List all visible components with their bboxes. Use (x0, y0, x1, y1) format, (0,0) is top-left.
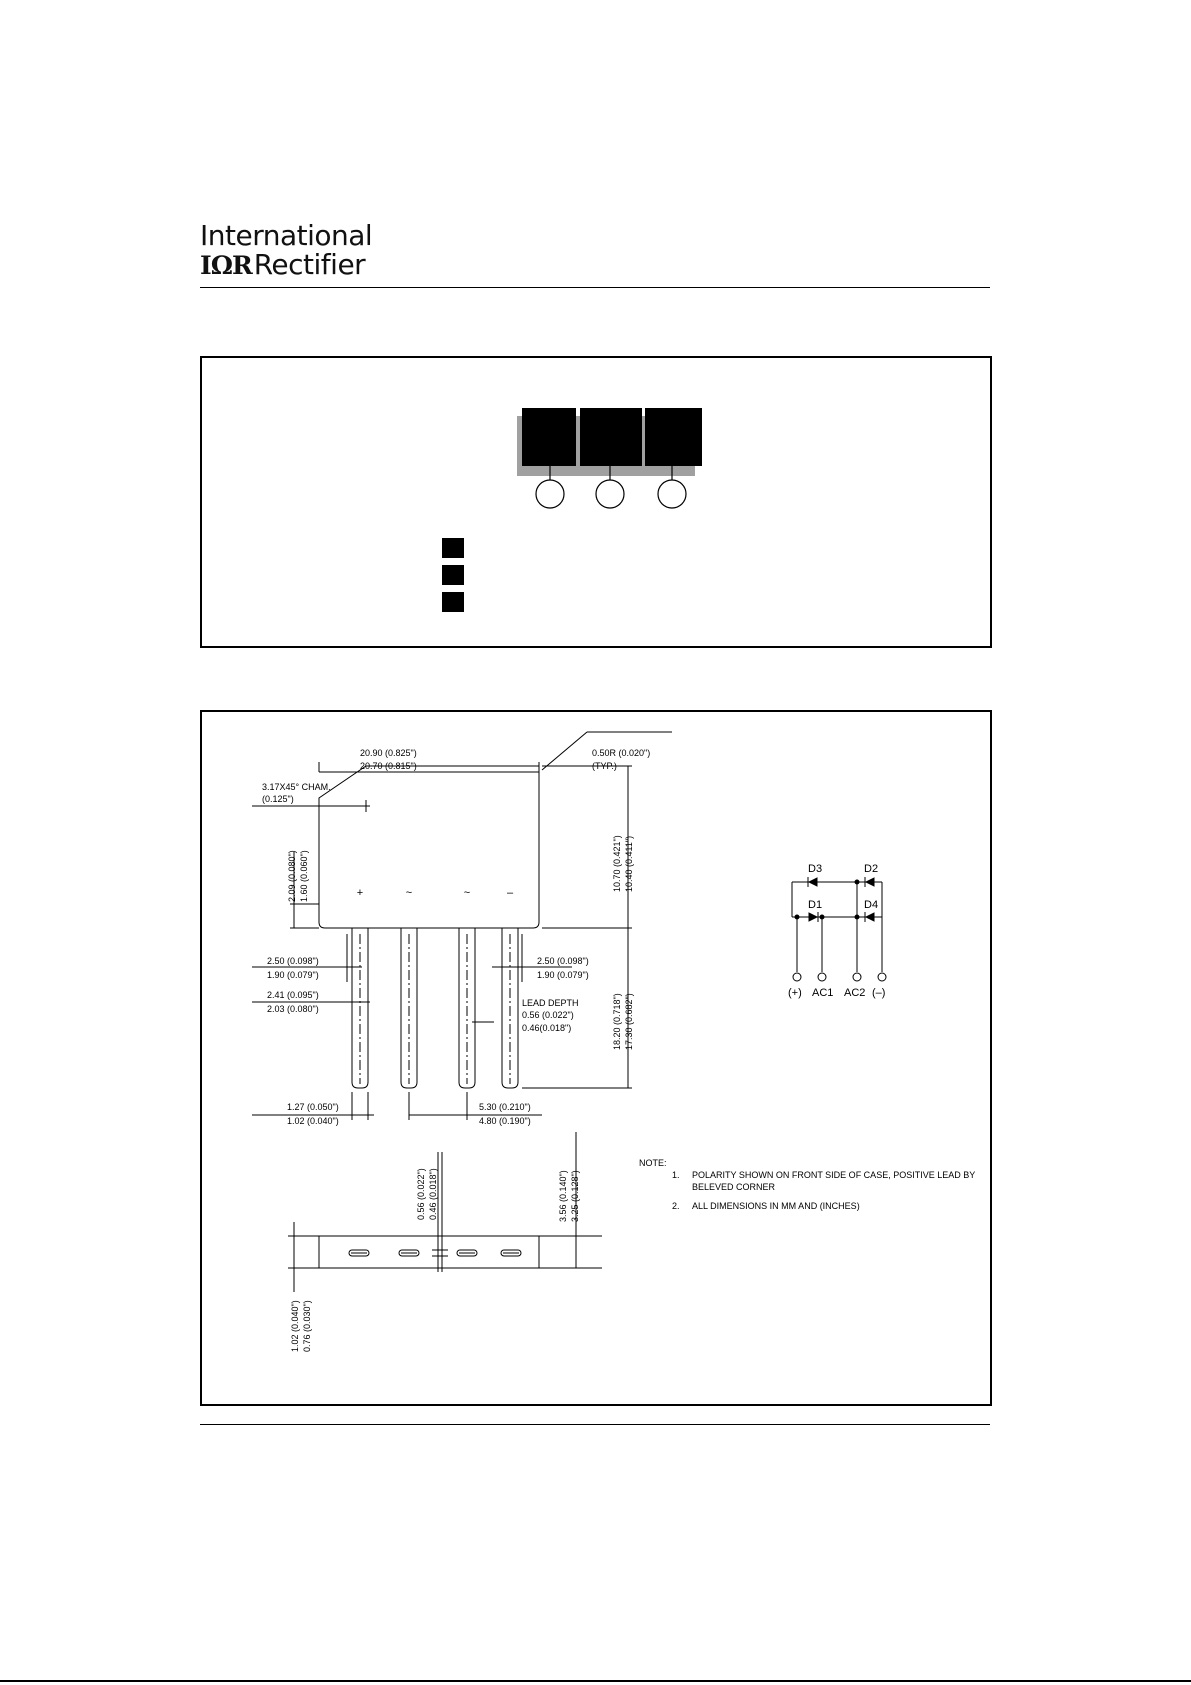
outline-drawing-panel (200, 710, 992, 1406)
label-d4: D4 (864, 899, 879, 911)
dim-pitch-min: 4.80 (0.190") (479, 1116, 531, 1126)
dim-lead-depth-label: LEAD DEPTH (522, 998, 579, 1008)
dim-lead-length-min: 17.30 (0.682") (624, 993, 634, 1050)
label-d2: D2 (864, 863, 879, 875)
page-bottom-edge (0, 1680, 1191, 1682)
bridge-circuit-schematic (788, 863, 886, 999)
dim-body-height-min: 10.40 (0.411") (624, 835, 634, 892)
dim-bottom-lead-max: 0.56 (0.022") (416, 1168, 426, 1220)
pin-ac2: AC2 (844, 987, 866, 999)
dim-lead-depth-min: 0.46(0.018") (522, 1023, 572, 1033)
legend-box-1 (442, 538, 464, 558)
marking-block-3 (645, 408, 702, 466)
dim-bottom-offset-max: 1.02 (0.040") (290, 1300, 300, 1352)
pin-plus: (+) (788, 987, 802, 999)
note-2-number: 2. (672, 1201, 680, 1211)
header-divider (200, 287, 990, 288)
dim-marking-height-min: 1.60 (0.060") (299, 850, 309, 902)
diode-d4 (866, 913, 874, 921)
logo-rectifier: Rectifier (253, 248, 366, 281)
dim-bottom-height-max: 3.56 (0.140") (558, 1170, 568, 1222)
marking-block-1 (522, 408, 576, 466)
part-marking-figure (202, 358, 994, 650)
dim-bottom-offset-min: 0.76 (0.030") (302, 1300, 312, 1352)
dim-radius: 0.50R (0.020") (592, 748, 651, 758)
bottom-view-leads (349, 1250, 521, 1256)
dim-lead-length-max: 18.20 (0.718") (612, 993, 622, 1050)
marking-block-2 (580, 408, 642, 466)
legend-box-3 (442, 592, 464, 612)
note-2-text: ALL DIMENSIONS IN MM AND (INCHES) (692, 1201, 860, 1211)
dim-lead-depth-max: 0.56 (0.022") (522, 1010, 574, 1020)
dim-lead-thick-max: 1.27 (0.050") (287, 1102, 339, 1112)
diode-d3 (809, 878, 817, 886)
company-logo (200, 219, 373, 281)
dim-chamfer-in: (0.125") (262, 794, 294, 804)
callout-circle-1 (536, 480, 564, 508)
dim-lead-offset-left-min: 1.90 (0.079") (267, 970, 319, 980)
package-body-outline (319, 766, 539, 928)
polarity-plus: + (356, 887, 364, 899)
notes-heading: NOTE: (639, 1158, 667, 1168)
note-1-line2: BELEVED CORNER (692, 1182, 776, 1192)
dim-marking-height-max: 2.09 (0.080") (287, 850, 297, 902)
dim-bottom-lead-min: 0.46 (0.018") (428, 1168, 438, 1220)
pin-ac1: AC1 (812, 987, 834, 999)
polarity-minus: – (506, 887, 514, 899)
dim-lead-width-min: 2.03 (0.080") (267, 1004, 319, 1014)
lead-4 (502, 928, 518, 1088)
dim-lead-offset-left-max: 2.50 (0.098") (267, 956, 319, 966)
logo-international: International (200, 219, 373, 252)
diode-d1 (809, 913, 817, 921)
dim-lead-thick-min: 1.02 (0.040") (287, 1116, 339, 1126)
dim-pitch-max: 5.30 (0.210") (479, 1102, 531, 1112)
polarity-ac1: ~ (405, 887, 413, 899)
package-outline-drawing (202, 712, 994, 1408)
callout-circle-3 (658, 480, 686, 508)
logo-ior-mark: IΩR (200, 251, 252, 280)
dim-width-min: 20.70 (0.815") (360, 761, 417, 771)
dim-width-max: 20.90 (0.825") (360, 748, 417, 758)
dim-bottom-height-min: 3.25 (0.128") (570, 1170, 580, 1222)
note-1-line1: POLARITY SHOWN ON FRONT SIDE OF CASE, POSITIVE LEAD BY (692, 1170, 976, 1180)
legend-box-2 (442, 565, 464, 585)
notes (639, 1158, 975, 1211)
dim-chamfer: 3.17X45° CHAM. (262, 782, 331, 792)
lead-1 (352, 928, 368, 1088)
dim-radius-typ: (TYP.) (592, 761, 617, 771)
lead-2 (401, 928, 417, 1088)
pin-minus: (–) (872, 987, 886, 999)
lead-3 (459, 928, 475, 1088)
callout-circle-2 (596, 480, 624, 508)
diode-d2 (866, 878, 874, 886)
polarity-ac2: ~ (463, 887, 471, 899)
label-d3: D3 (808, 863, 823, 875)
dim-lead-width-max: 2.41 (0.095") (267, 990, 319, 1000)
dim-body-height-max: 10.70 (0.421") (612, 835, 622, 892)
bottom-view-body (319, 1236, 539, 1268)
footer-divider (200, 1424, 990, 1425)
note-1-number: 1. (672, 1170, 680, 1180)
dim-lead-offset-right-max: 2.50 (0.098") (537, 956, 589, 966)
dim-lead-offset-right-min: 1.90 (0.079") (537, 970, 589, 980)
part-marking-panel (200, 356, 992, 648)
label-d1: D1 (808, 899, 823, 911)
